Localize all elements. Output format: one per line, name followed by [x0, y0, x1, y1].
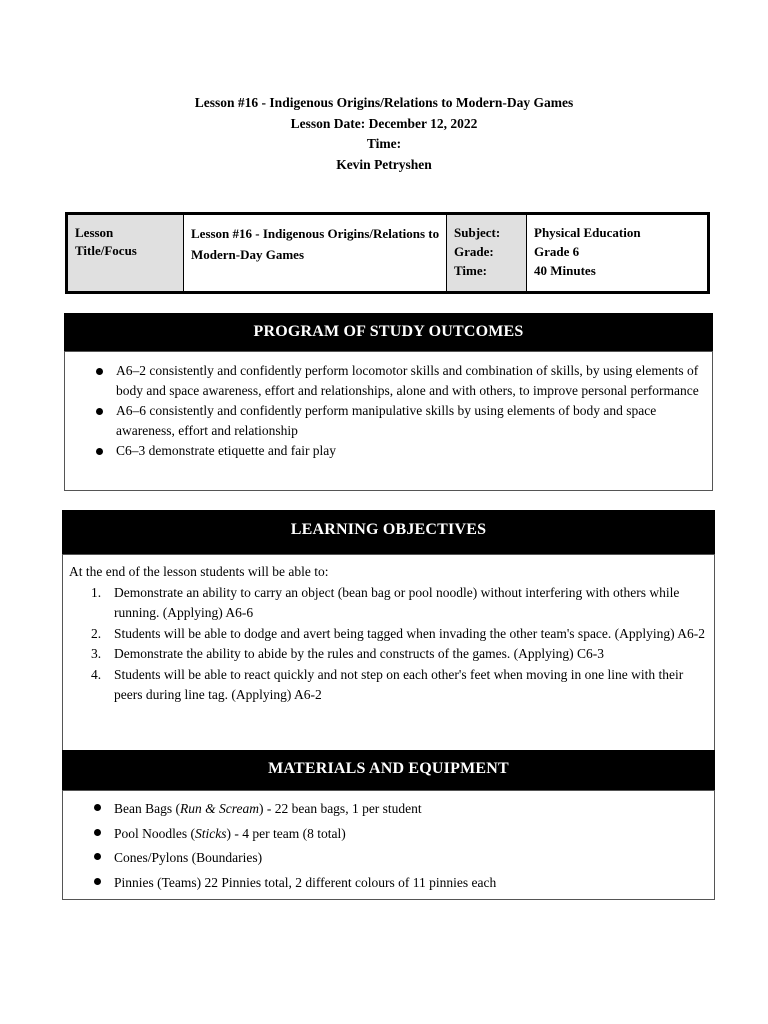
document-header: [0, 93, 768, 175]
materials-list: [63, 797, 714, 895]
grade-value: Grade 6: [534, 244, 580, 259]
outcomes-box: [64, 351, 713, 491]
outcomes-list: [65, 361, 712, 461]
title-focus-value: Lesson #16 - Indigenous Origins/Relations to Modern-Day Games: [184, 215, 447, 291]
time-value: 40 Minutes: [534, 263, 596, 278]
list-item: Pinnies (Teams) 22 Pinnies total, 2 different colours of 11 pinnies each: [63, 871, 714, 896]
materials-box: [62, 790, 715, 900]
subject-label: Subject:: [454, 225, 501, 240]
materials-heading: MATERIALS AND EQUIPMENT: [62, 750, 715, 790]
list-item: C6–3 demonstrate etiquette and fair play: [65, 441, 712, 461]
objectives-intro: At the end of the lesson students will be able to:: [69, 564, 329, 579]
objectives-list: [63, 583, 714, 706]
list-item: 4. Students will be able to react quickly and not step on each other's feet when moving in one line with their peers during line tag. (Applying) A6-2: [91, 666, 684, 702]
title-focus-label: Lesson Title/Focus: [68, 215, 184, 291]
list-item: Bean Bags (Run & Scream) - 22 bean bags, 1 per student: [63, 797, 714, 822]
time-label: Time:: [454, 263, 487, 278]
lesson-title: Lesson #16 - Indigenous Origins/Relations to Modern-Day Games: [194, 95, 574, 110]
objectives-box: [62, 554, 715, 750]
list-item: 1. Demonstrate an ability to carry an object (bean bag or pool noodle) without interfering with others while running. (Applying) A6-6: [91, 584, 680, 620]
meta-labels: [447, 215, 527, 291]
teacher-name: Kevin Petryshen: [336, 156, 432, 172]
list-item: A6–6 consistently and confidently perform manipulative skills by using elements of body and space awareness, effort and relationship: [65, 401, 712, 441]
outcomes-heading: PROGRAM OF STUDY OUTCOMES: [64, 313, 713, 351]
objectives-heading: LEARNING OBJECTIVES: [62, 510, 715, 554]
lesson-info-table: [65, 212, 710, 294]
meta-values: [527, 215, 707, 291]
list-item: Cones/Pylons (Boundaries): [63, 846, 714, 871]
list-item: 3. Demonstrate the ability to abide by the rules and constructs of the games. (Applying) C6-3: [91, 646, 605, 661]
list-item: 2. Students will be able to dodge and avert being tagged when invading the other team's space. (Applying) A6-2: [91, 625, 706, 641]
lesson-time: Time:: [366, 136, 402, 151]
list-item: Pool Noodles (Sticks) - 4 per team (8 total): [63, 822, 714, 847]
list-item: A6–2 consistently and confidently perform locomotor skills and combination of skills, by using elements of body and space awareness, effort and relationships, alone and with others, to improve personal performance: [65, 361, 712, 401]
subject-value: Physical Education: [534, 225, 641, 240]
lesson-date: Lesson Date: December 12, 2022: [290, 115, 478, 131]
grade-label: Grade:: [454, 244, 494, 259]
